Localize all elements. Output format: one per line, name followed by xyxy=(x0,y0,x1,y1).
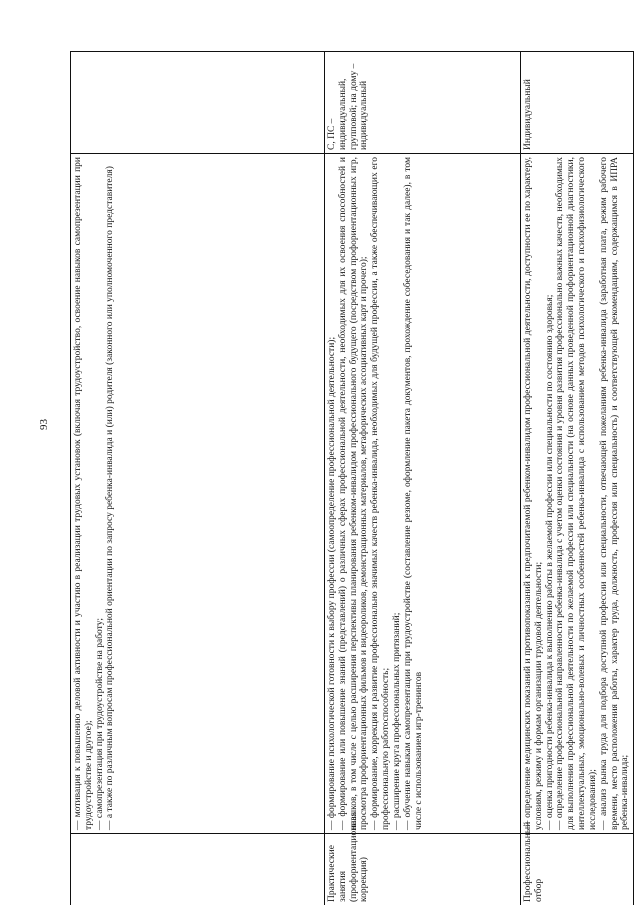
activity-content-cell xyxy=(521,154,634,834)
content-item: — анализ рынка труда для подбора доступной профессии или специальности, отвечающей пожеланиям ребенка-инвалида (заработная плата, режим рабочего времени, место расположения работы, характер труда, должность, профессия или специальность) и соответствующей рекомендациям, содержащимся в ИПРА ребенка-инвалида; xyxy=(598,157,631,830)
content-item: — а также по различным вопросам профессиональной ориентации по запросу ребенка-инвалида и (или) родителя (законного или уполномоченного представителя) xyxy=(105,166,116,830)
table-row xyxy=(325,52,521,905)
table-row xyxy=(71,52,325,905)
content-item: — определение профессиональной направленности ребенка-инвалида с учетом оценки состояния и уровня развития профессионально важных качеств, необходимых для выполнения профессиональной деятельности по желаемой профессии или специальности (на основе данных проведенной профориентационной диагностики, интеллектуальных, эмоционально-волевых и личностных особенностей ребенка-инвалида с использованием методов психологического и психофизиологического исследования); xyxy=(555,157,598,830)
activity-content-cell xyxy=(71,154,325,834)
content-item: — самопрезентация при трудоустройстве на работу; xyxy=(94,618,105,830)
content-item: — мотивация к повышению деловой активности и участию в реализации трудовых установок (включая трудоустройство, освоение навыков самопрезентации при трудоустройстве и другое); xyxy=(73,157,94,830)
page-number: 93 xyxy=(38,419,50,430)
form-cell: С, ПС – индивидуальный, групповой; на дому – индивидуальный xyxy=(325,52,521,154)
content-item: — оценка пригодности ребенка-инвалида к выполнению работы в желаемой профессии или специальности по состоянию здоровья; xyxy=(544,294,555,830)
content-item: — формирование или повышение знаний (представлений) о различных сферах профессиональной деятельности, необходимых для их освоения способностей и навыков, в том числе с целью расширения перспективы планирования ребенком-инвалидом профессионального будущего (посредством профориентационных игр, просмотра профориентационных фильмов и видеороликов, демонстрационных материалов, метафорических ассоциативных карт и прочего); xyxy=(337,157,370,830)
content-item: — формирование, коррекция и развитие профессионально значимых качеств ребенка-инвалида, необходимых для будущей профессии, а также обеспечивающих его профессиональную работоспособность; xyxy=(370,157,392,830)
activity-name-cell: Практические занятия (профориентационная коррекция) xyxy=(325,834,521,905)
activity-content-cell xyxy=(325,154,521,834)
form-cell: Индивидуальный xyxy=(521,52,634,154)
table-row xyxy=(521,52,634,905)
activity-name-cell: Профессиональный отбор xyxy=(521,834,634,905)
table-container xyxy=(70,52,631,905)
content-item: — расширение круга профессиональных притязаний; xyxy=(391,612,402,830)
content-item: — формирование психологической готовности к выбору профессии (самоопределение профессиональной деятельности); xyxy=(327,336,337,830)
form-cell xyxy=(71,52,325,154)
content-item: — определение медицинских показаний и противопоказаний к предпочитаемой ребенком-инвалидом профессиональной деятельности, доступности ее по характеру, условиям, режиму и формам организации трудовой деятельности; xyxy=(523,157,544,830)
content-item: — обучение навыкам самопрезентации при трудоустройстве (составление резюме, оформление пакета документов, прохождение собеседования и так далее), в том числе с использованием игр-тренингов xyxy=(402,157,424,830)
activity-name-cell xyxy=(71,834,325,905)
services-table xyxy=(70,51,634,905)
